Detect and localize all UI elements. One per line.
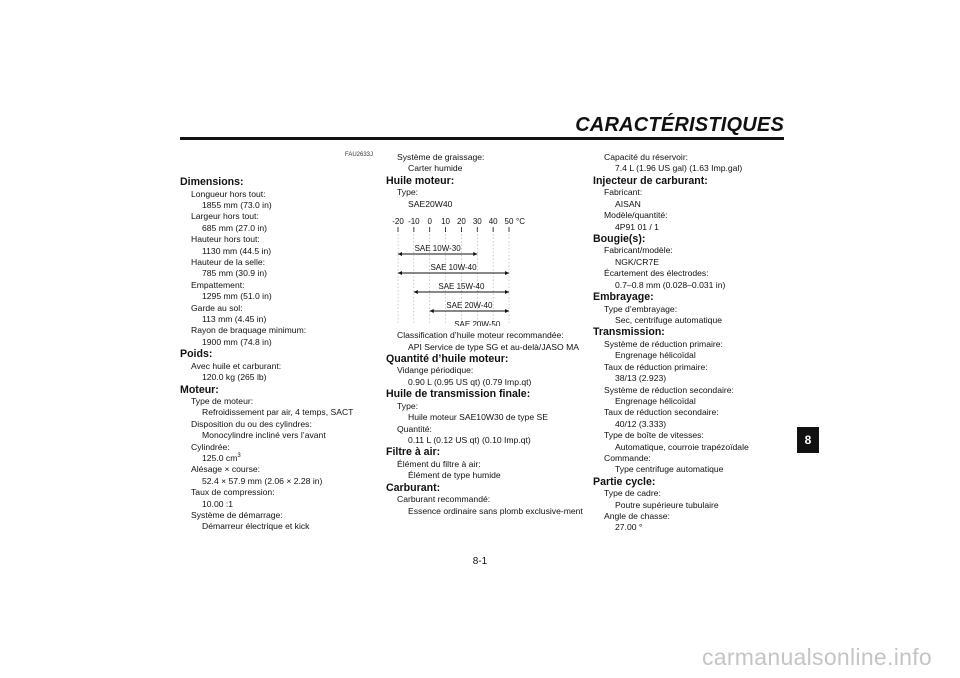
value: 52.4 × 57.9 mm (2.06 × 2.28 in) — [202, 475, 323, 486]
value: 10.00 :1 — [202, 498, 234, 509]
oil-grade-label: SAE 10W-40 — [430, 263, 477, 273]
range-arrow-left — [398, 252, 402, 256]
heading-oil-quantity: Quantité d’huile moteur: — [386, 352, 509, 365]
heading-spark-plug: Bougie(s): — [593, 232, 646, 245]
range-arrow-right — [473, 252, 477, 256]
label: Alésage × course: — [191, 464, 261, 475]
label: Type d’embrayage: — [604, 303, 678, 314]
value: 27.00 ° — [615, 522, 643, 533]
displacement-value: 125.0 cm — [202, 453, 238, 464]
value: 1855 mm (73.0 in) — [202, 199, 272, 210]
label: Angle de chasse: — [604, 511, 670, 522]
label: Cylindrée: — [191, 441, 230, 452]
value: 1295 mm (51.0 in) — [202, 291, 272, 302]
oil-grade-label: SAE 20W-50 — [454, 320, 501, 327]
value: 0.90 L (0.95 US qt) (0.79 Imp.qt) — [408, 376, 532, 387]
label: Quantité: — [397, 423, 432, 434]
label: Avec huile et carburant: — [191, 360, 282, 371]
value: 685 mm (27.0 in) — [202, 222, 267, 233]
temperature-tick-label: 30 — [472, 217, 482, 227]
value: 785 mm (30.9 in) — [202, 268, 267, 279]
column-2 — [386, 152, 586, 517]
value: Huile moteur SAE10W30 de type SE — [408, 412, 548, 423]
value: Type centrifuge automatique — [615, 464, 724, 475]
label: Rayon de braquage minimum: — [191, 325, 307, 336]
heading-chassis: Partie cycle: — [593, 475, 656, 488]
label: Disposition du ou des cylindres: — [191, 418, 312, 429]
value: SAE20W40 — [408, 198, 453, 209]
value: Élément de type humide — [408, 470, 501, 481]
label: Commande: — [604, 452, 651, 463]
heading-final-transmission-oil: Huile de transmission finale: — [386, 388, 531, 401]
label: Fabricant: — [604, 187, 643, 198]
value: 7.4 L (1.96 US gal) (1.63 Imp.gal) — [615, 163, 743, 174]
label: Hauteur hors tout: — [191, 234, 260, 245]
value — [180, 453, 370, 464]
value: Carter humide — [408, 163, 463, 174]
label: Système de réduction primaire: — [604, 338, 723, 349]
label: Capacité du réservoir: — [604, 152, 689, 162]
value: Engrenage hélicoïdal — [615, 395, 696, 406]
value: 1130 mm (44.5 in) — [202, 245, 272, 256]
oil-grade-label: SAE 20W-40 — [446, 301, 493, 311]
temperature-tick-label: -10 — [408, 217, 420, 227]
oil-viscosity-chart — [386, 214, 586, 326]
label: Type: — [397, 187, 419, 198]
value: 0.7–0.8 mm (0.028–0.031 in) — [615, 279, 726, 290]
label: Système de démarrage: — [191, 510, 283, 521]
value: 38/13 (2.923) — [615, 373, 667, 384]
range-arrow-right — [505, 271, 509, 275]
column-1 — [180, 176, 370, 533]
value: Poutre supérieure tubulaire — [615, 499, 719, 510]
label: Type: — [397, 400, 419, 411]
superscript: 3 — [237, 453, 241, 460]
value: 4P91 01 / 1 — [615, 221, 659, 232]
range-arrow-left — [398, 271, 402, 275]
heading-dimensions: Dimensions: — [180, 176, 244, 188]
value: Démarreur électrique et kick — [202, 521, 310, 532]
label: Largeur hors tout: — [191, 211, 259, 222]
heading-weight: Poids: — [180, 348, 213, 361]
temperature-tick-label: 50 — [504, 217, 514, 227]
value: Refroidissement par air, 4 temps, SACT — [202, 407, 354, 418]
heading-clutch: Embrayage: — [593, 291, 654, 304]
label: Taux de réduction primaire: — [604, 361, 708, 372]
value: 40/12 (3.333) — [615, 418, 667, 429]
heading-air-filter: Filtre à air: — [386, 446, 441, 459]
temperature-unit-label: °C — [516, 217, 525, 227]
oil-grade-label: SAE 15W-40 — [438, 282, 485, 292]
heading-engine-oil: Huile moteur: — [386, 174, 455, 187]
value: API Service de type SG et au-delà/JASO MA — [408, 341, 579, 352]
range-arrow-left — [430, 309, 434, 313]
heading-fuel: Carburant: — [386, 481, 441, 494]
value: AISAN — [615, 198, 641, 209]
label: Fabricant/modèle: — [604, 245, 673, 256]
label: Hauteur de la selle: — [191, 256, 266, 267]
range-arrow-left — [414, 290, 418, 294]
temperature-tick-label: 0 — [427, 217, 432, 227]
label: Classification d’huile moteur recommandée: — [397, 330, 564, 341]
value: Essence ordinaire sans plomb exclusive-ment — [408, 505, 583, 516]
chapter-tab[interactable]: 8 — [797, 427, 819, 453]
header-rule — [180, 137, 784, 140]
label: Vidange périodique: — [397, 365, 474, 376]
value: 120.0 kg (265 lb) — [202, 372, 267, 383]
label: Système de graissage: — [397, 152, 485, 162]
value: 0.11 L (0.12 US qt) (0.10 Imp.qt) — [408, 434, 531, 445]
value: Engrenage hélicoïdal — [615, 350, 696, 361]
temperature-tick-label: 10 — [441, 217, 451, 227]
temperature-tick-label: 40 — [488, 217, 498, 227]
range-arrow-right — [505, 309, 509, 313]
value: Sec, centrifuge automatique — [615, 314, 723, 325]
value: NGK/CR7E — [615, 256, 659, 267]
document-code: FAU2633J — [345, 152, 374, 158]
value: 1900 mm (74.8 in) — [202, 336, 272, 347]
label: Garde au sol: — [191, 302, 243, 313]
watermark: carmanualsonline.info — [701, 644, 932, 670]
label: Longueur hors tout: — [191, 188, 266, 199]
label: Taux de compression: — [191, 487, 275, 498]
label: Type de cadre: — [604, 488, 661, 499]
oil-grade-label: SAE 10W-30 — [414, 244, 461, 254]
label: Modèle/quantité: — [604, 210, 668, 221]
temperature-tick-label: 20 — [456, 217, 466, 227]
heading-engine: Moteur: — [180, 383, 219, 396]
label: Système de réduction secondaire: — [604, 384, 734, 395]
label: Élément du filtre à air: — [397, 458, 481, 469]
heading-transmission: Transmission: — [593, 326, 665, 339]
label: Type de boîte de vitesses: — [604, 430, 704, 441]
label: Type de moteur: — [191, 396, 254, 406]
page-title: CARACTÉRISTIQUES — [575, 114, 784, 136]
value: Monocylindre incliné vers l’avant — [202, 430, 326, 441]
range-arrow-right — [505, 290, 509, 294]
value: Automatique, courroie trapézoïdale — [615, 441, 749, 452]
label: Taux de réduction secondaire: — [604, 407, 719, 418]
page-number: 8-1 — [472, 556, 488, 567]
label: Empattement: — [191, 279, 245, 290]
temperature-tick-label: -20 — [392, 217, 404, 227]
column-3 — [593, 152, 783, 534]
heading-fuel-injector: Injecteur de carburant: — [593, 174, 708, 187]
label: Carburant recommandé: — [397, 494, 491, 505]
value: 113 mm (4.45 in) — [202, 313, 267, 324]
label: Écartement des électrodes: — [604, 268, 709, 279]
